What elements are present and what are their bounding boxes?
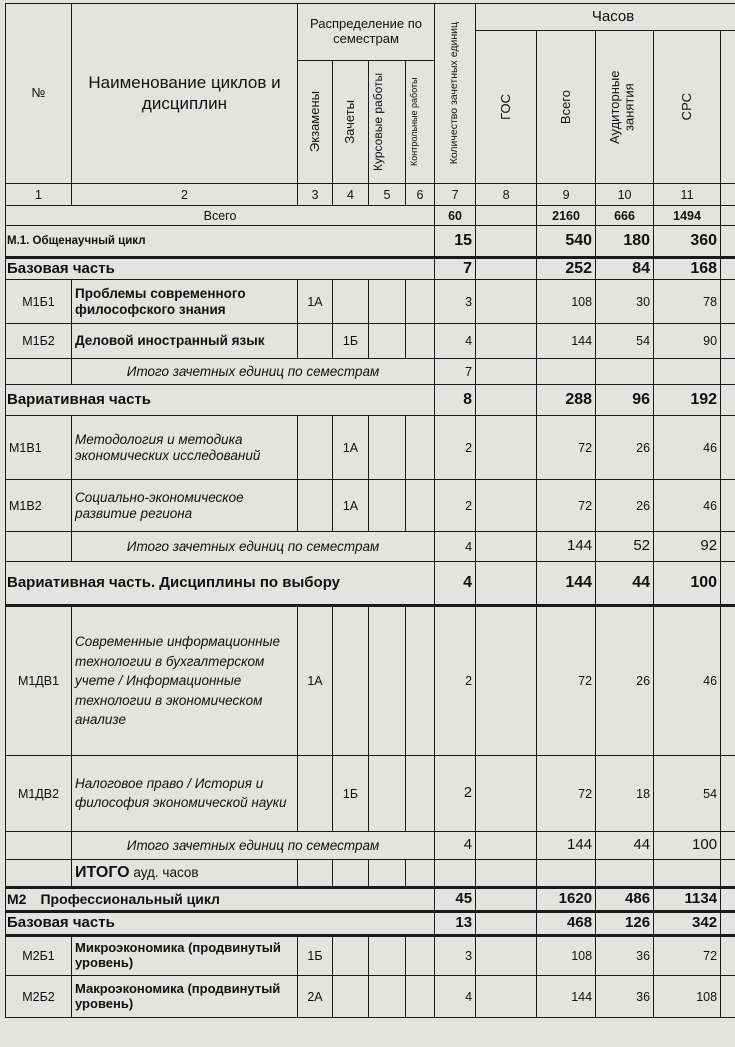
cell-total: 468 — [537, 912, 596, 936]
cell-aud: 36 — [596, 936, 654, 976]
cell-srs: 342 — [654, 912, 721, 936]
itogo-rest: ауд. часов — [129, 865, 199, 881]
cell-srs: 192 — [654, 385, 721, 416]
header-exams: Экзамены — [298, 61, 333, 184]
cell-aud: 126 — [596, 912, 654, 936]
cell-code: М1Б1 — [6, 280, 72, 324]
cell-total: 72 — [537, 416, 596, 480]
cell-total: 72 — [537, 480, 596, 532]
cell-srs: 100 — [654, 562, 721, 606]
cell-aud: 18 — [596, 756, 654, 832]
cell-discipline: Макроэкономика (продвинутый уровень) — [72, 976, 298, 1018]
header-tests: Зачеты — [333, 61, 369, 184]
cell-units: 4 — [435, 832, 476, 860]
cell-srs: 1494 — [654, 206, 721, 226]
cell-units: 45 — [435, 888, 476, 912]
row-label: Базовая часть — [6, 912, 435, 936]
header-name: Наименование циклов и дисциплин — [72, 4, 298, 184]
itogo-bold: ИТОГО — [75, 864, 130, 882]
cell-units: 13 — [435, 912, 476, 936]
cell-units: 2 — [435, 756, 476, 832]
row-label: Вариативная часть — [6, 385, 435, 416]
header-no: № — [6, 4, 72, 184]
col-number: 9 — [537, 184, 596, 206]
cell-aud: 54 — [596, 324, 654, 359]
cell-aud: 52 — [596, 532, 654, 562]
cell-units: 2 — [435, 480, 476, 532]
cell-aud: 26 — [596, 416, 654, 480]
row-subtotal-label: Итого зачетных единиц по семестрам — [72, 832, 435, 860]
col-number: 1 — [6, 184, 72, 206]
row-subtotal-label: Итого зачетных единиц по семестрам — [72, 359, 435, 385]
cell-units: 4 — [435, 324, 476, 359]
cell-units: 4 — [435, 532, 476, 562]
cell-exam: 1А — [298, 280, 333, 324]
cell-test: 1А — [333, 416, 369, 480]
cell-total: 72 — [537, 606, 596, 756]
cell-srs: 168 — [654, 258, 721, 280]
table-row — [6, 416, 735, 480]
cell-aud: 30 — [596, 280, 654, 324]
cell-discipline: Методология и методика экономических исследований — [72, 416, 298, 480]
m2-title: Профессиональный цикл — [40, 890, 220, 907]
cell-aud: 96 — [596, 385, 654, 416]
cell-srs: 1134 — [654, 888, 721, 912]
col-number: 11 — [654, 184, 721, 206]
cell-total: 252 — [537, 258, 596, 280]
m2-code: М2 — [7, 890, 27, 907]
table-row — [6, 976, 735, 1018]
table-row — [6, 606, 735, 756]
cell-discipline: Проблемы современного философского знания — [72, 280, 298, 324]
header-credit-units: Количество зачетных единиц — [435, 4, 476, 184]
cell-units: 4 — [435, 976, 476, 1018]
cell-aud: 26 — [596, 606, 654, 756]
cell-exam: 2А — [298, 976, 333, 1018]
cell-units: 3 — [435, 280, 476, 324]
table-row — [6, 912, 735, 936]
cell-code: М2Б1 — [6, 936, 72, 976]
table-row — [6, 936, 735, 976]
cell-total: 144 — [537, 832, 596, 860]
cell-exam: 1Б — [298, 936, 333, 976]
row-itogo-label — [72, 860, 298, 888]
cell-srs: 46 — [654, 416, 721, 480]
table-row — [6, 532, 735, 562]
table-row — [6, 756, 735, 832]
cell-discipline: Деловой иностранный язык — [72, 324, 298, 359]
col-number: 3 — [298, 184, 333, 206]
cell-srs: 92 — [654, 532, 721, 562]
cell-srs: 78 — [654, 280, 721, 324]
cell-srs: 46 — [654, 480, 721, 532]
cell-test: 1Б — [333, 324, 369, 359]
cell-srs: 54 — [654, 756, 721, 832]
cell-units: 4 — [435, 562, 476, 606]
col-number: 10 — [596, 184, 654, 206]
table-row — [6, 385, 735, 416]
cell-discipline: Налоговое право / История и философия экономической науки — [72, 756, 298, 832]
header-hours: Часов — [476, 4, 735, 31]
cell-test: 1А — [333, 480, 369, 532]
cell-srs: 46 — [654, 606, 721, 756]
cell-aud: 36 — [596, 976, 654, 1018]
cell-total: 540 — [537, 226, 596, 258]
table-row — [6, 226, 735, 258]
cell-code: М2Б2 — [6, 976, 72, 1018]
cell-total: 288 — [537, 385, 596, 416]
col-number: 8 — [476, 184, 537, 206]
cell-units: 2 — [435, 416, 476, 480]
cell-total: 2160 — [537, 206, 596, 226]
row-label: Базовая часть — [6, 258, 435, 280]
table-row — [6, 359, 735, 385]
cell-code: М1Б2 — [6, 324, 72, 359]
cell-discipline: Микроэкономика (продвинутый уровень) — [72, 936, 298, 976]
cell-units: 15 — [435, 226, 476, 258]
cell-total: 144 — [537, 532, 596, 562]
row-label — [6, 888, 435, 912]
header-extra — [721, 31, 735, 184]
column-numbers-row — [6, 184, 735, 206]
header-row-1 — [6, 4, 735, 31]
cell-units: 3 — [435, 936, 476, 976]
cell-total: 1620 — [537, 888, 596, 912]
table-row — [6, 206, 735, 226]
col-number: 4 — [333, 184, 369, 206]
cell-srs: 360 — [654, 226, 721, 258]
cell-total: 144 — [537, 976, 596, 1018]
cell-code: М1ДВ2 — [6, 756, 72, 832]
col-number: 6 — [406, 184, 435, 206]
row-label: Вариативная часть. Дисциплины по выбору — [6, 562, 435, 606]
cell-srs: 90 — [654, 324, 721, 359]
header-control-works: Контрольные работы — [406, 61, 435, 184]
table-row — [6, 888, 735, 912]
cell-aud: 84 — [596, 258, 654, 280]
header-gos: ГОС — [476, 31, 537, 184]
cell-total: 144 — [537, 562, 596, 606]
cell-srs: 100 — [654, 832, 721, 860]
col-number: 2 — [72, 184, 298, 206]
header-srs: СРС — [654, 31, 721, 184]
row-subtotal-label: Итого зачетных единиц по семестрам — [72, 532, 435, 562]
cell-aud: 44 — [596, 562, 654, 606]
header-distribution: Распределение по семестрам — [298, 4, 435, 61]
header-total: Всего — [537, 31, 596, 184]
cell-srs: 108 — [654, 976, 721, 1018]
col-number: 5 — [369, 184, 406, 206]
cell-discipline: Социально-экономическое развитие региона — [72, 480, 298, 532]
table-row — [6, 480, 735, 532]
cell-code: М1ДВ1 — [6, 606, 72, 756]
cell-units: 2 — [435, 606, 476, 756]
cell-test: 1Б — [333, 756, 369, 832]
cell-exam: 1А — [298, 606, 333, 756]
cell-discipline: Современные информационные технологии в бухгалтерском учете / Информационные технологии в экономическом анализе — [72, 606, 298, 756]
table-row — [6, 324, 735, 359]
cell-aud: 44 — [596, 832, 654, 860]
cell-code: М1В2 — [6, 480, 72, 532]
cell-srs: 72 — [654, 936, 721, 976]
cell-total: 108 — [537, 280, 596, 324]
row-label: Всего — [6, 206, 435, 226]
curriculum-table — [5, 3, 735, 1018]
cell-total: 144 — [537, 324, 596, 359]
cell-units: 8 — [435, 385, 476, 416]
cell-units: 7 — [435, 359, 476, 385]
cell-aud: 486 — [596, 888, 654, 912]
cell-total: 72 — [537, 756, 596, 832]
cell-total: 108 — [537, 936, 596, 976]
cell-units: 7 — [435, 258, 476, 280]
cell-aud: 26 — [596, 480, 654, 532]
header-classroom: Аудиторные занятия — [596, 31, 654, 184]
cell-units: 60 — [435, 206, 476, 226]
table-row — [6, 860, 735, 888]
cell-aud: 666 — [596, 206, 654, 226]
table-row — [6, 258, 735, 280]
cell-code: М1В1 — [6, 416, 72, 480]
row-label: М.1. Общенаучный цикл — [6, 226, 435, 258]
cell-aud: 180 — [596, 226, 654, 258]
col-number: 7 — [435, 184, 476, 206]
header-coursework: Курсовые работы — [369, 61, 406, 184]
table-row — [6, 280, 735, 324]
table-row — [6, 832, 735, 860]
table-row — [6, 562, 735, 606]
